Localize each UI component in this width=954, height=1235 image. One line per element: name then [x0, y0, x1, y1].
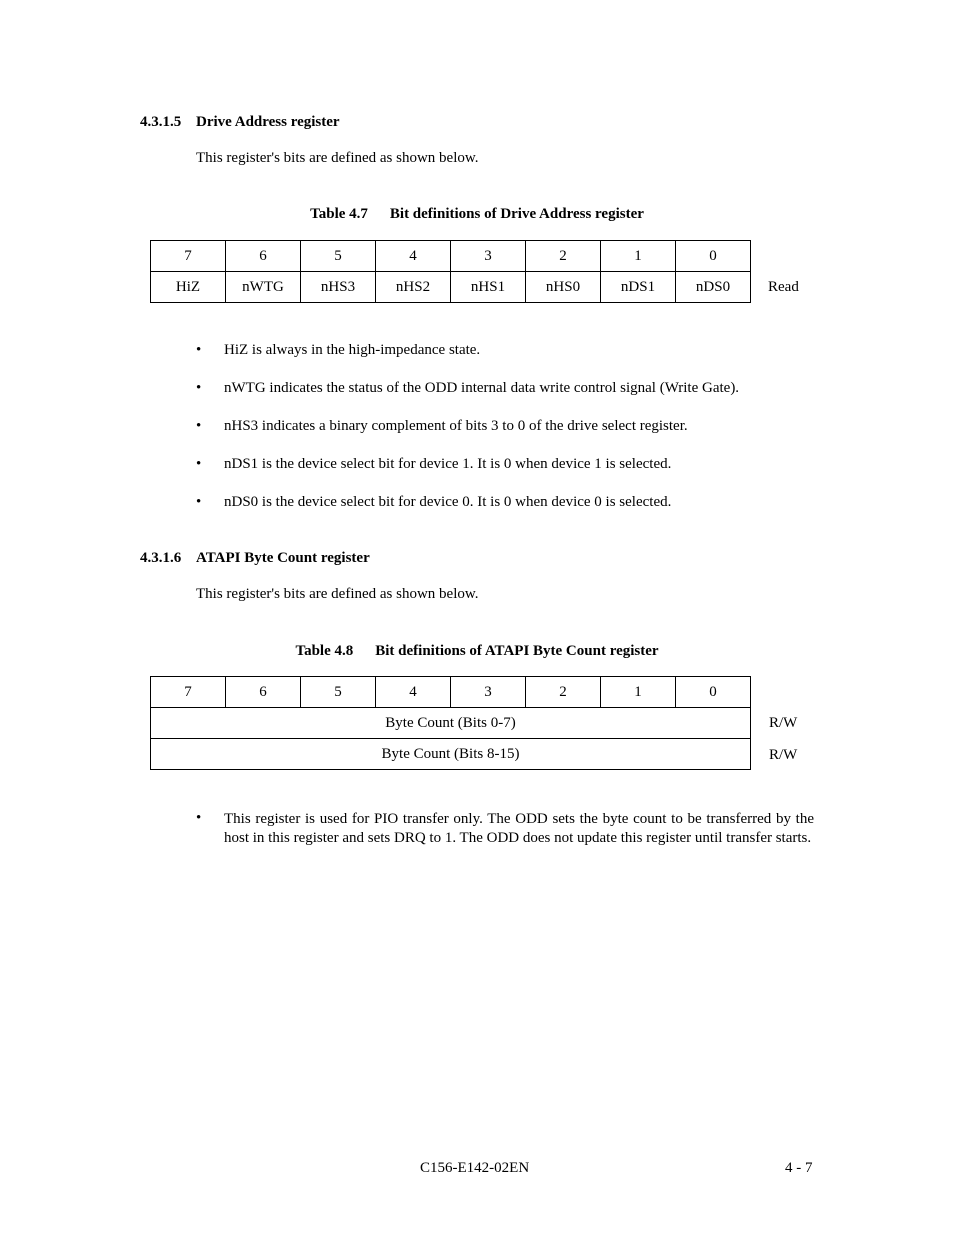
bit-number-cell: 5	[301, 241, 376, 272]
document-id: C156-E142-02EN	[420, 1160, 530, 1176]
bullet-icon: •	[196, 342, 202, 358]
table-caption-title: Bit definitions of Drive Address register	[389, 206, 644, 222]
bullet-item	[196, 342, 816, 362]
bit-number-cell: 3	[451, 241, 526, 272]
bullet-text: HiZ is always in the high-impedance state.	[224, 342, 481, 358]
bit-name-cell: HiZ	[151, 272, 226, 303]
bullet-text: nDS0 is the device select bit for device 0. It is 0 when device 0 is selected.	[224, 494, 672, 510]
bullet-icon: •	[196, 494, 202, 510]
bit-name-cell: nHS0	[526, 272, 601, 303]
bit-number-cell: 4	[376, 677, 451, 708]
section-number: 4.3.1.6	[140, 550, 182, 566]
section-number: 4.3.1.5	[140, 114, 182, 130]
bullet-icon: •	[196, 456, 202, 472]
byte-count-cell: Byte Count (Bits 8-15)	[151, 739, 751, 770]
section-heading-atapi-byte-count	[140, 550, 370, 567]
bullet-text: This register is used for PIO transfer only. The ODD sets the byte count to be transferred by the host in this register and sets DRQ to 1. The ODD does not update this register until transfer starts.	[224, 811, 814, 846]
bit-number-cell: 2	[526, 241, 601, 272]
bullet-text: nDS1 is the device select bit for device 1. It is 0 when device 1 is selected.	[224, 456, 672, 472]
bit-name-row	[151, 272, 751, 303]
bullet-item	[196, 494, 816, 514]
byte-count-cell: Byte Count (Bits 0-7)	[151, 708, 751, 739]
page-number: 4 - 7	[785, 1160, 813, 1176]
bit-number-cell: 5	[301, 677, 376, 708]
table-caption-label: Table 4.7	[310, 206, 368, 222]
table-caption-4-8	[0, 643, 954, 660]
bit-name-cell: nHS2	[376, 272, 451, 303]
bit-number-cell: 7	[151, 241, 226, 272]
access-rw-label: R/W	[769, 715, 798, 731]
bit-number-cell: 4	[376, 241, 451, 272]
bit-number-cell: 1	[601, 677, 676, 708]
bit-number-cell: 2	[526, 677, 601, 708]
bit-name-cell: nDS0	[676, 272, 751, 303]
bullet-text: nWTG indicates the status of the ODD internal data write control signal (Write Gate).	[224, 380, 740, 396]
drive-address-register-table	[150, 240, 751, 303]
table-caption-title: Bit definitions of ATAPI Byte Count register	[375, 643, 659, 659]
bit-number-cell: 7	[151, 677, 226, 708]
bit-name-cell: nHS1	[451, 272, 526, 303]
bullet-icon: •	[196, 380, 202, 396]
bit-number-cell: 6	[226, 677, 301, 708]
bit-name-cell: nDS1	[601, 272, 676, 303]
atapi-byte-count-register-table	[150, 676, 751, 770]
bullet-text: nHS3 indicates a binary complement of bits 3 to 0 of the drive select register.	[224, 418, 688, 434]
bullet-item	[196, 456, 816, 476]
section-title: ATAPI Byte Count register	[196, 550, 370, 566]
bullet-item	[196, 380, 816, 400]
section-heading-drive-address	[140, 114, 340, 131]
bit-number-cell: 0	[676, 677, 751, 708]
bit-number-cell: 3	[451, 677, 526, 708]
access-read-label: Read	[768, 279, 799, 295]
section-title: Drive Address register	[196, 114, 340, 130]
section-intro: This register's bits are defined as shown below.	[196, 150, 479, 166]
bit-name-cell: nHS3	[301, 272, 376, 303]
bit-number-cell: 0	[676, 241, 751, 272]
byte-count-high-row	[151, 739, 751, 770]
bullet-icon: •	[196, 810, 202, 826]
table-caption-4-7	[0, 206, 954, 223]
bit-number-row	[151, 677, 751, 708]
bullet-item	[196, 810, 814, 870]
bit-name-cell: nWTG	[226, 272, 301, 303]
table-caption-label: Table 4.8	[295, 643, 354, 659]
byte-count-low-row	[151, 708, 751, 739]
bit-number-row	[151, 241, 751, 272]
bullet-item	[196, 418, 816, 438]
section-intro: This register's bits are defined as shown below.	[196, 586, 479, 602]
bit-number-cell: 1	[601, 241, 676, 272]
access-rw-label: R/W	[769, 747, 798, 763]
bullet-icon: •	[196, 418, 202, 434]
bit-number-cell: 6	[226, 241, 301, 272]
